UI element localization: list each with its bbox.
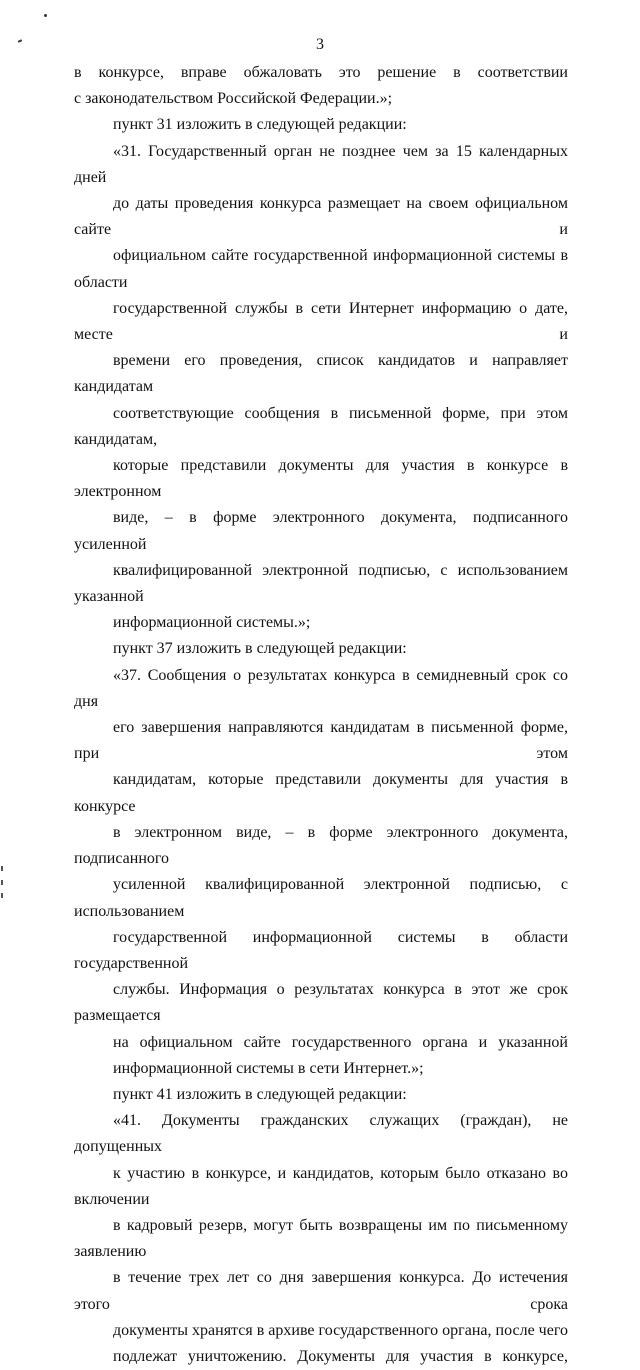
text-line: информационной системы в сети Интернет.»;: [113, 1059, 424, 1077]
text-line: пункт 41 изложить в следующей редакции:: [113, 1085, 407, 1103]
text-line: которые представили документы для участия в конкурсе в электронном: [74, 457, 568, 501]
scan-dot-mark: [44, 14, 47, 17]
text-line: соответствующие сообщения в письменной форме, при этом кандидатам,: [74, 404, 568, 448]
document-body: [74, 60, 568, 1370]
text-line: его завершения направляются кандидатам в письменной форме, при этом: [74, 719, 568, 763]
text-line: усиленной квалифицированной электронной подписью, с использованием: [74, 876, 568, 920]
text-line: кандидатам, которые представили документы для участия в конкурсе: [74, 771, 568, 815]
text-line: квалифицированной электронной подписью, с использованием указанной: [74, 561, 568, 606]
text-line: пункт 31 изложить в следующей редакции:: [113, 116, 407, 134]
text-line: до даты проведения конкурса размещает на своем официальном сайте и: [74, 195, 568, 239]
text-line: государственной службы в сети Интернет информацию о дате, месте и: [74, 299, 568, 344]
text-line: в кадровый резерв, могут быть возвращены им по письменному заявлению: [74, 1216, 568, 1261]
text-line: к участию в конкурсе, и кандидатов, которым было отказано во включении: [74, 1164, 568, 1208]
paragraph-point-41-text: [74, 1108, 568, 1370]
paragraph-point-31-text: [74, 139, 568, 637]
text-line: документы хранятся в архиве государственного органа, после чего: [113, 1321, 568, 1339]
edge-speck: [1, 893, 3, 898]
edge-speck: [1, 866, 3, 871]
edge-speck: [1, 880, 3, 885]
text-line: пункт 37 изложить в следующей редакции:: [113, 640, 407, 658]
text-line: официальном сайте государственной информационной системы в области: [74, 247, 568, 291]
text-line: службы. Информация о результатах конкурса в этот же срок размещается: [74, 981, 568, 1025]
paragraph-point-41-intro: [74, 1082, 568, 1108]
paragraph-point-37-intro: [74, 636, 568, 662]
text-line: информационной системы.»;: [113, 614, 311, 632]
text-line: в течение трех лет со дня завершения конкурса. До истечения этого срока: [74, 1269, 568, 1313]
text-line: в электронном виде, – в форме электронного документа, подписанного: [74, 823, 568, 868]
paragraph-point-31-intro: [74, 112, 568, 138]
text-line: «41. Документы гражданских служащих (граждан), не допущенных: [74, 1112, 568, 1156]
text-line: виде, – в форме электронного документа, подписанного усиленной: [74, 509, 568, 553]
page-number: 3: [316, 36, 324, 53]
text-line: «37. Сообщения о результатах конкурса в семидневный срок со дня: [74, 666, 568, 710]
text-line: «31. Государственный орган не позднее чем за 15 календарных дней: [74, 142, 568, 186]
text-line: на официальном сайте государственного органа и указанной: [113, 1033, 568, 1051]
text-line: в конкурсе, вправе обжаловать это решение в соответствии: [74, 64, 568, 81]
paragraph-point-37-text: [74, 663, 568, 1082]
text-line: с законодательством Российской Федерации.»;: [74, 90, 393, 108]
text-line: государственной информационной системы в области государственной: [74, 928, 568, 972]
text-line: времени его проведения, список кандидатов и направляет кандидатам: [74, 352, 568, 396]
text-line: подлежат уничтожению. Документы для участия в конкурсе,: [113, 1347, 568, 1365]
paragraph-continuation: [74, 60, 568, 112]
